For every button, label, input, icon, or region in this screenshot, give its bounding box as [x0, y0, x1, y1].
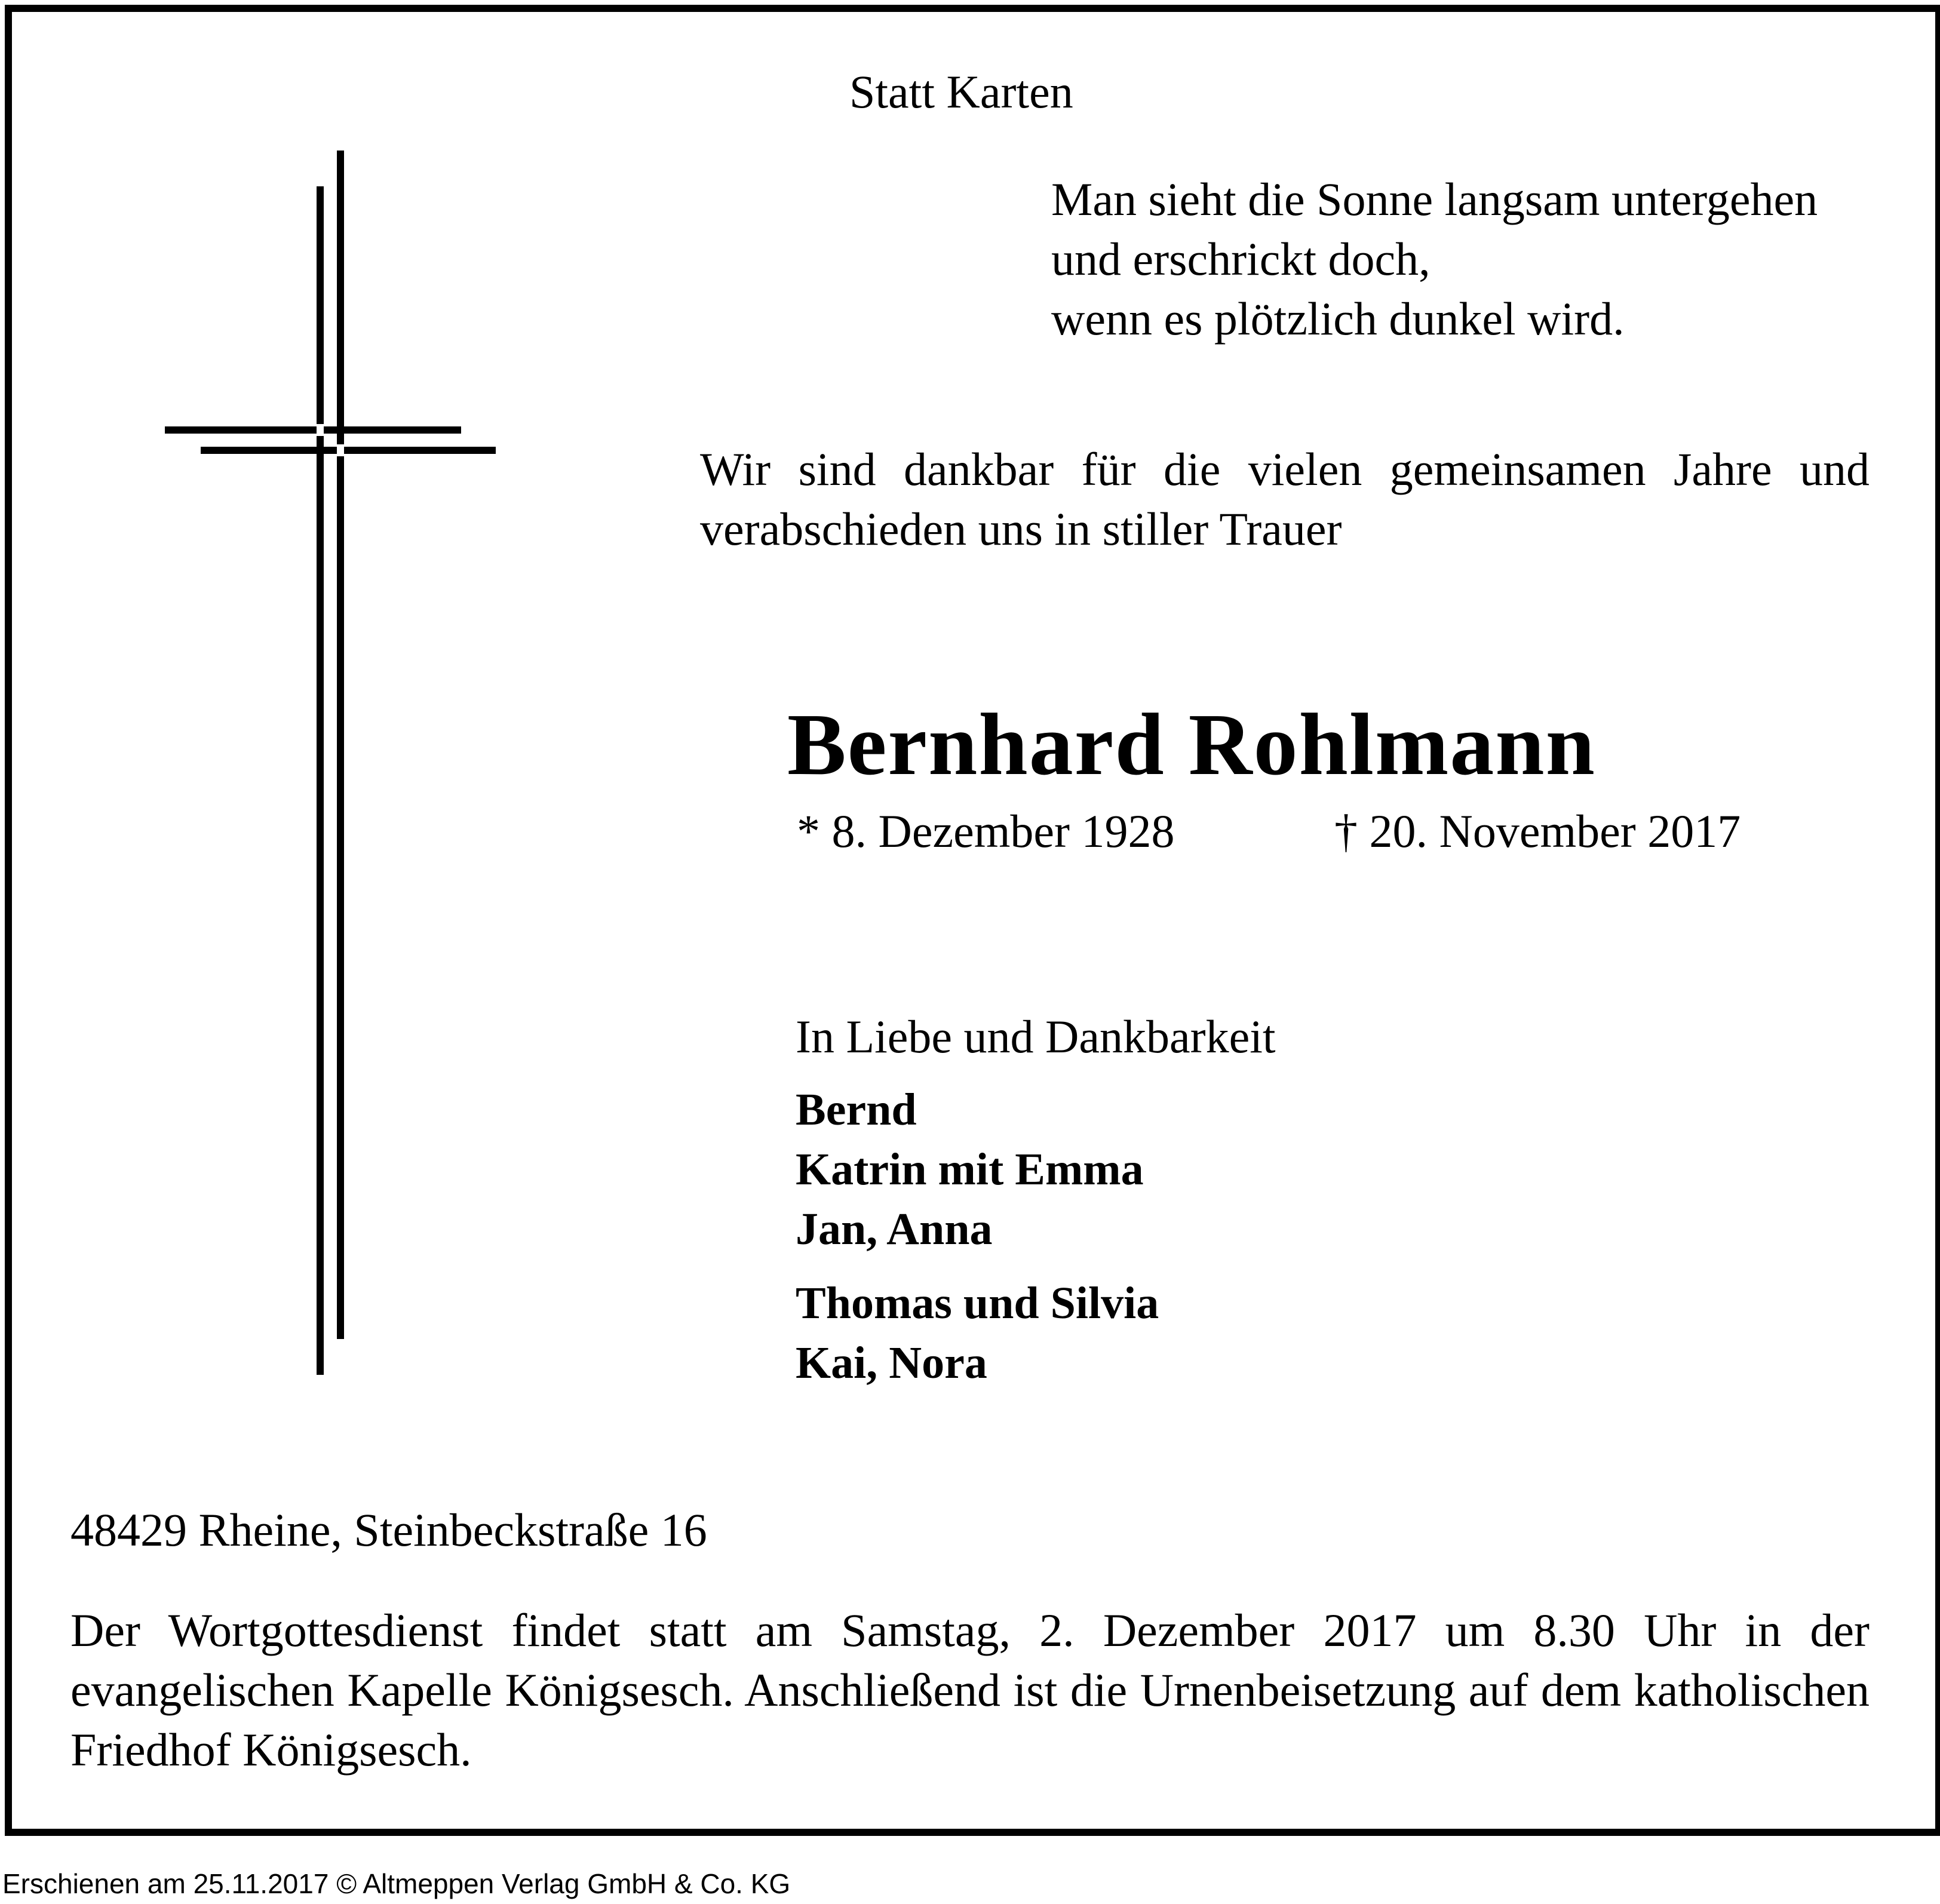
family-member: Kai, Nora: [796, 1338, 987, 1388]
poem-line: wenn es plötzlich dunkel wird.: [1051, 293, 1625, 345]
poem-line: und erschrickt doch,: [1051, 233, 1431, 285]
family-member: Katrin mit Emma: [796, 1144, 1144, 1194]
family-member: Thomas und Silvia: [796, 1278, 1159, 1328]
poem: [1051, 170, 1818, 349]
closing-phrase: In Liebe und Dankbarkeit: [796, 1011, 1276, 1062]
deceased-name: Bernhard Rohlmann: [787, 696, 1596, 794]
death-date: † 20. November 2017: [1334, 805, 1741, 857]
family-group-1: [796, 1080, 1144, 1259]
family-member: Jan, Anna: [796, 1204, 993, 1254]
intro-text: Wir sind dankbar für die vielen gemeinsamen Jahre und verabschieden uns in stiller Trauer: [700, 443, 1870, 555]
poem-line: Man sieht die Sonne langsam untergehen: [1051, 173, 1818, 225]
address: 48429 Rheine, Steinbeckstraße 16: [70, 1504, 707, 1556]
family-group-2: [796, 1273, 1159, 1393]
publication-footer: Erschienen am 25.11.2017 © Altmeppen Verlag GmbH & Co. KG: [2, 1868, 791, 1899]
birth-date: * 8. Dezember 1928: [797, 805, 1175, 857]
family-member: Bernd: [796, 1085, 917, 1135]
statt-karten-heading: Statt Karten: [849, 66, 1073, 118]
service-info: Der Wortgottesdienst findet statt am Samstag, 2. Dezember 2017 um 8.30 Uhr in der evangelischen Kapelle Königsesch. Anschließend ist die Urnenbeisetzung auf dem katholischen Friedhof Königsesch.: [70, 1604, 1870, 1776]
